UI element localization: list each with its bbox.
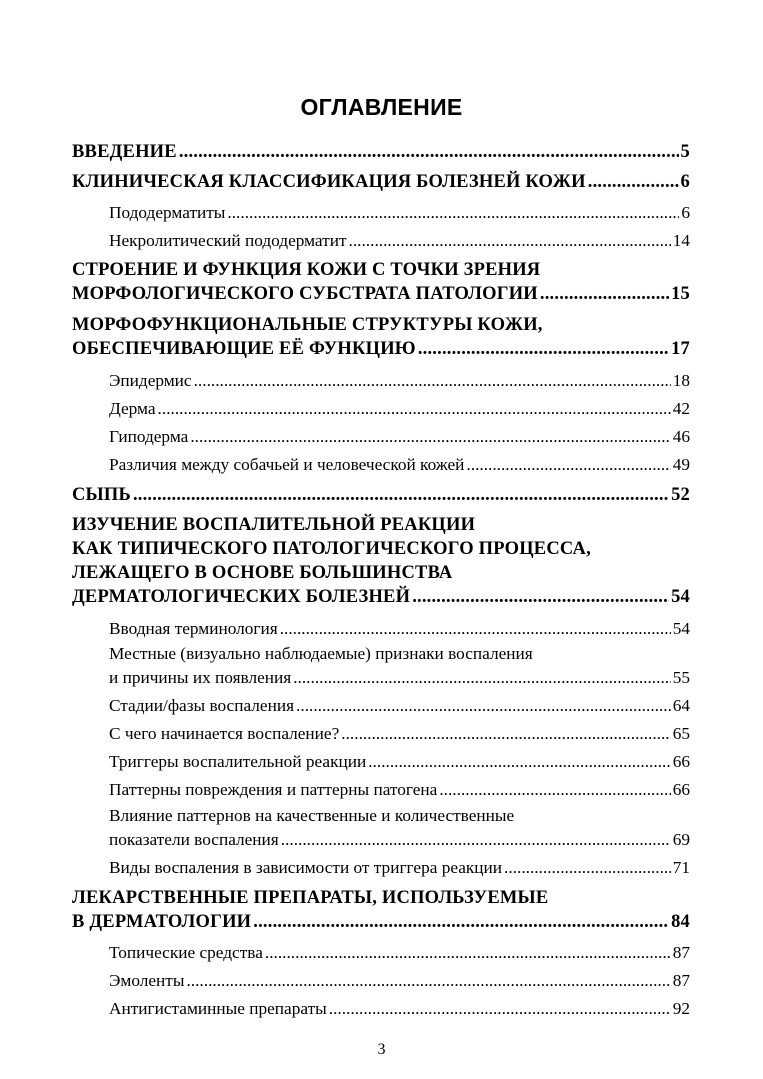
toc-page-number: 49	[672, 455, 690, 474]
toc-entry-title: КЛИНИЧЕСКАЯ КЛАССИФИКАЦИЯ БОЛЕЗНЕЙ КОЖИ	[72, 172, 586, 192]
toc-entry-title: СЫПЬ	[72, 485, 131, 505]
toc-entry-row	[72, 337, 690, 361]
toc-entry-title: Вводная терминология	[109, 619, 278, 638]
toc-entry-row	[109, 397, 690, 421]
toc-entry[interactable]	[72, 140, 690, 164]
page-title: ОГЛАВЛЕНИЕ	[300, 94, 463, 120]
toc-page-number: 14	[672, 231, 690, 250]
toc-entry-row	[72, 170, 690, 194]
dot-leader	[504, 856, 671, 880]
toc-page-number: 6	[681, 203, 690, 222]
toc-entry[interactable]	[109, 694, 690, 718]
dot-leader	[133, 483, 669, 507]
toc-entry-row	[72, 140, 690, 164]
toc-entry-row	[109, 997, 690, 1021]
toc-entry-row	[109, 694, 690, 718]
toc-entry-row	[109, 453, 690, 477]
toc-entry[interactable]	[109, 425, 690, 449]
toc-entry[interactable]	[72, 483, 690, 507]
dot-leader	[194, 369, 671, 393]
toc-entry-title: Паттерны повреждения и паттерны патогена	[109, 780, 438, 799]
dot-leader	[341, 722, 670, 746]
toc-entry-title-line: Местные (визуально наблюдаемые) признаки воспаления	[109, 644, 533, 663]
toc-entry-title: Эпидермис	[109, 371, 192, 390]
dot-leader	[253, 910, 669, 934]
toc-entry[interactable]	[109, 969, 690, 993]
dot-leader	[368, 750, 670, 774]
toc-entry-row	[72, 910, 690, 934]
toc-entry-title: Некролитический пододерматит	[109, 231, 347, 250]
dot-leader	[158, 397, 671, 421]
toc-page-number: 64	[672, 696, 690, 715]
toc-entry[interactable]	[109, 369, 690, 393]
toc-page-number: 17	[671, 339, 690, 359]
toc-page-number: 42	[672, 399, 690, 418]
dot-leader	[281, 828, 671, 852]
toc-entry-row	[109, 369, 690, 393]
toc-entry[interactable]	[109, 778, 690, 802]
toc-entry[interactable]	[109, 229, 690, 253]
toc-entry[interactable]	[109, 997, 690, 1021]
toc-entry-title: ВВЕДЕНИЕ	[72, 142, 177, 162]
toc-entry-row	[109, 941, 690, 965]
toc-entry-title-line: КАК ТИПИЧЕСКОГО ПАТОЛОГИЧЕСКОГО ПРОЦЕССА,	[72, 539, 591, 559]
toc-entry[interactable]	[72, 313, 690, 361]
dot-leader	[418, 337, 669, 361]
toc-entry-row	[109, 778, 690, 802]
toc-entry-title: Стадии/фазы воспаления	[109, 696, 295, 715]
toc-entry-row	[109, 425, 690, 449]
toc-entry-row	[109, 666, 690, 690]
dot-leader	[588, 170, 679, 194]
dot-leader	[186, 969, 670, 993]
toc-entry-title: ДЕРМАТОЛОГИЧЕСКИХ БОЛЕЗНЕЙ	[72, 587, 411, 607]
toc-entry-title: Дерма	[109, 399, 156, 418]
toc-page-number: 84	[671, 912, 690, 932]
toc-page-number: 55	[672, 668, 690, 687]
toc-entry-title: С чего начинается воспаление?	[109, 724, 340, 743]
toc-page-number: 5	[680, 142, 690, 162]
toc-entry-row	[109, 722, 690, 746]
toc-entry[interactable]	[109, 722, 690, 746]
toc-page-number: 52	[671, 485, 690, 505]
toc-entry-row	[109, 828, 690, 852]
toc-entry-title: показатели воспаления	[109, 830, 279, 849]
toc-entry-title: Виды воспаления в зависимости от триггера реакции	[109, 858, 503, 877]
toc-entry-title: Эмоленты	[109, 971, 185, 990]
toc-entry[interactable]	[109, 856, 690, 880]
toc-entry-row	[109, 201, 690, 225]
toc-entry-title-line: СТРОЕНИЕ И ФУНКЦИЯ КОЖИ С ТОЧКИ ЗРЕНИЯ	[72, 260, 541, 280]
toc-entry-title: и причины их появления	[109, 668, 292, 687]
page-number: 3	[377, 1041, 386, 1058]
toc-entry-title-line: Влияние паттернов на качественные и количественные	[109, 806, 515, 825]
toc-page-number: 66	[672, 780, 690, 799]
toc-entry-title: Триггеры воспалительной реакции	[109, 752, 367, 771]
toc-page-number: 46	[672, 427, 690, 446]
toc-page-number: 15	[671, 284, 690, 304]
dot-leader	[265, 941, 671, 965]
toc-page-number: 6	[680, 172, 690, 192]
toc-entry-title: Топические средства	[109, 943, 263, 962]
toc-entry[interactable]	[72, 513, 690, 609]
toc-entry-title-line: ЛЕКАРСТВЕННЫЕ ПРЕПАРАТЫ, ИСПОЛЬЗУЕМЫЕ	[72, 888, 549, 908]
dot-leader	[190, 425, 670, 449]
toc-entry-title: МОРФОЛОГИЧЕСКОГО СУБСТРАТА ПАТОЛОГИИ	[72, 284, 538, 304]
toc-entry[interactable]	[109, 804, 690, 852]
toc-entry-row	[72, 483, 690, 507]
toc-entry[interactable]	[109, 617, 690, 641]
toc-entry[interactable]	[109, 397, 690, 421]
toc-page-number: 54	[672, 619, 690, 638]
dot-leader	[179, 140, 679, 164]
dot-leader	[293, 666, 671, 690]
toc-entry[interactable]	[109, 201, 690, 225]
toc-page-number: 18	[672, 371, 690, 390]
dot-leader	[439, 778, 670, 802]
toc-page-number: 66	[672, 752, 690, 771]
dot-leader	[540, 282, 669, 306]
dot-leader	[466, 453, 670, 477]
toc-entry-row	[109, 229, 690, 253]
dot-leader	[412, 585, 669, 609]
toc-entry-title-line: МОРФОФУНКЦИОНАЛЬНЫЕ СТРУКТУРЫ КОЖИ,	[72, 315, 543, 335]
toc-entry-title: Гиподерма	[109, 427, 189, 446]
toc-entry-title: Пододерматиты	[109, 203, 226, 222]
dot-leader	[329, 997, 671, 1021]
dot-leader	[349, 229, 671, 253]
toc-entry-title: ОБЕСПЕЧИВАЮЩИЕ ЕЁ ФУНКЦИЮ	[72, 339, 416, 359]
toc-page-number: 65	[672, 724, 690, 743]
toc-page-number: 54	[671, 587, 690, 607]
toc-entry-row	[109, 617, 690, 641]
toc-entry-row	[109, 856, 690, 880]
toc-entry-title: Антигистаминные препараты	[109, 999, 327, 1018]
toc-entry-row	[109, 750, 690, 774]
toc-entry[interactable]	[109, 750, 690, 774]
toc-page-number: 87	[672, 943, 690, 962]
dot-leader	[296, 694, 671, 718]
toc-entry-row	[109, 969, 690, 993]
toc-page-number: 69	[672, 830, 690, 849]
toc-entry-row	[72, 585, 690, 609]
toc-page-number: 87	[672, 971, 690, 990]
toc-entry-title-line: ЛЕЖАЩЕГО В ОСНОВЕ БОЛЬШИНСТВА	[72, 563, 453, 583]
dot-leader	[280, 617, 671, 641]
dot-leader	[227, 201, 679, 225]
toc-entry[interactable]	[72, 886, 690, 934]
toc-entry-row	[72, 282, 690, 306]
toc-entry-title: Различия между собачьей и человеческой кожей	[109, 455, 465, 474]
toc-entry[interactable]	[109, 453, 690, 477]
toc-entry[interactable]	[109, 642, 690, 690]
toc-entry-title: В ДЕРМАТОЛОГИИ	[72, 912, 252, 932]
toc-entry[interactable]	[72, 258, 690, 306]
toc-page-number: 71	[672, 858, 690, 877]
toc-entry[interactable]	[109, 941, 690, 965]
toc-page-number: 92	[672, 999, 690, 1018]
toc-entry[interactable]	[72, 170, 690, 194]
toc-entry-title-line: ИЗУЧЕНИЕ ВОСПАЛИТЕЛЬНОЙ РЕАКЦИИ	[72, 515, 476, 535]
